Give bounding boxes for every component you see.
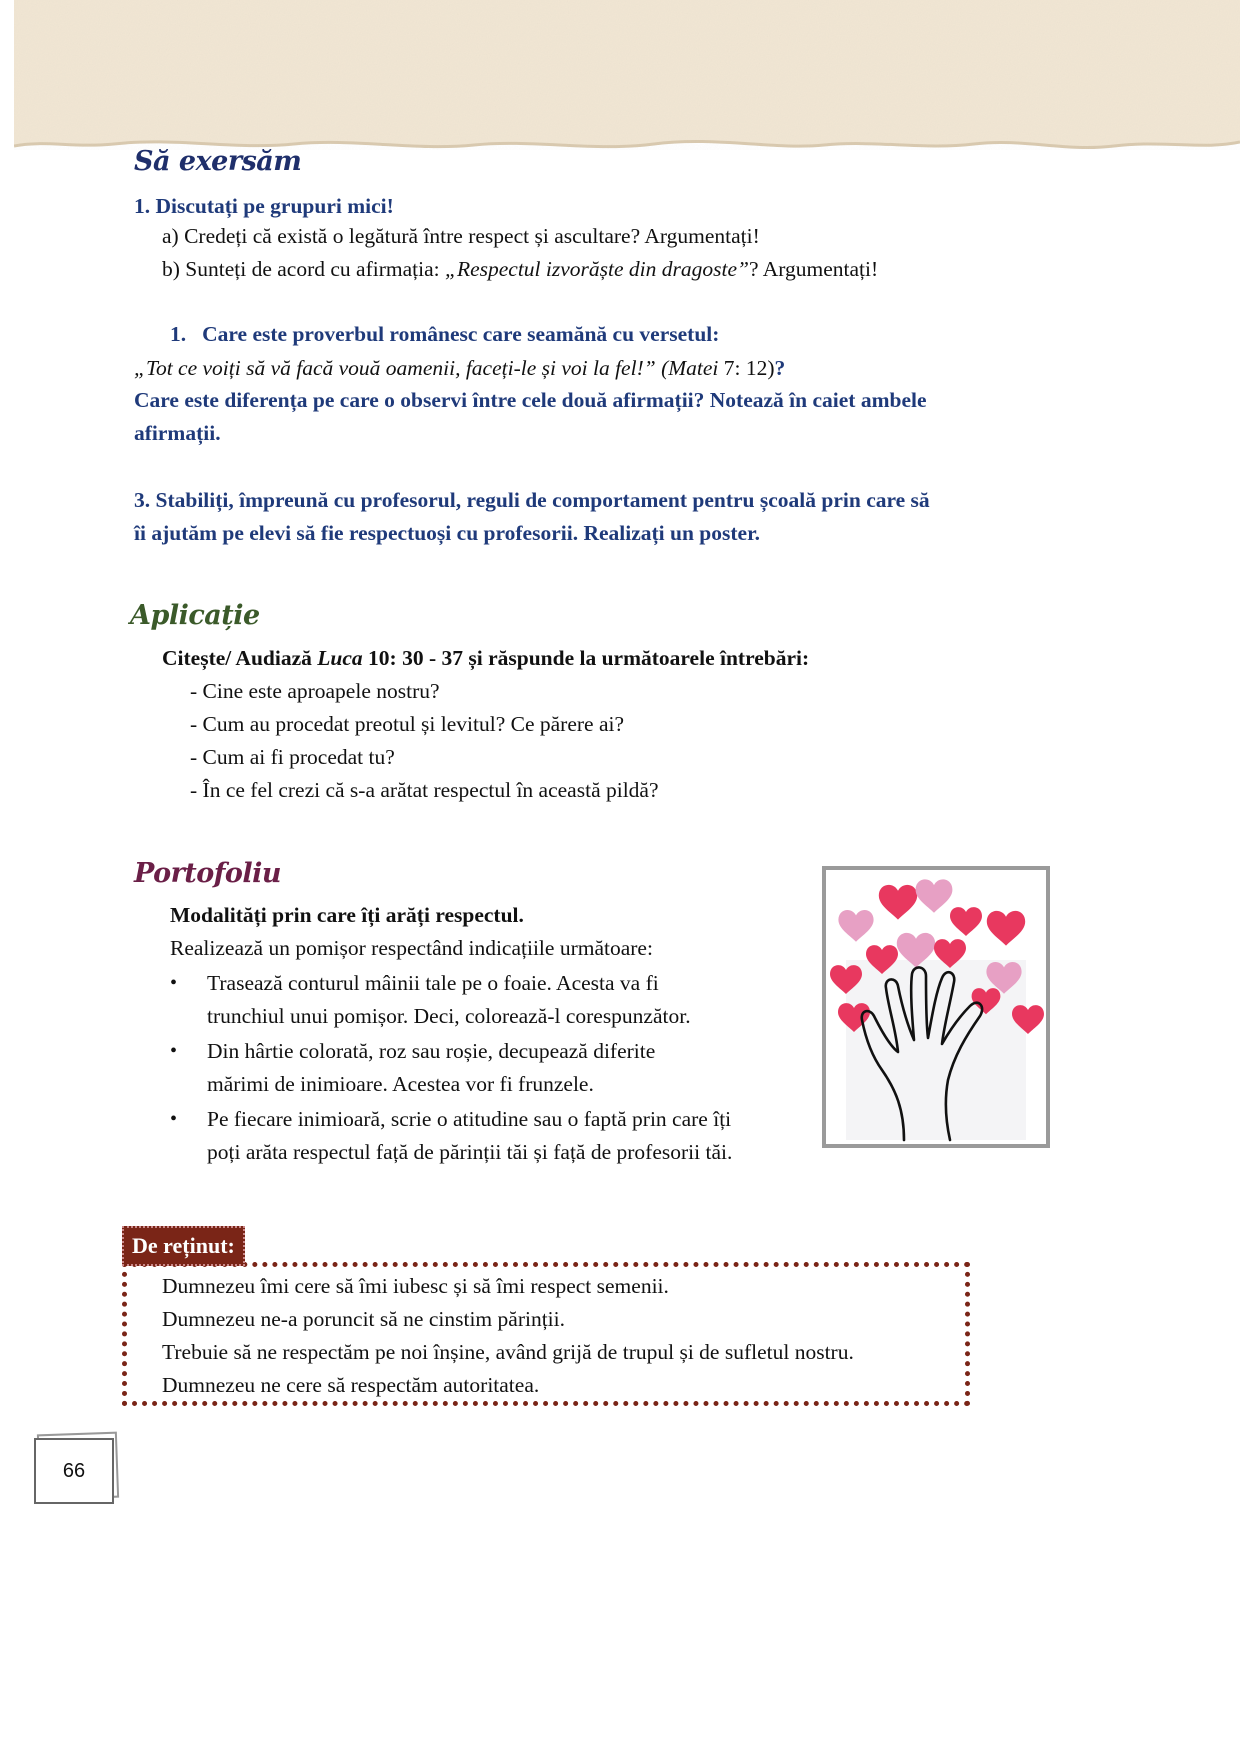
remember-line-2: Dumnezeu ne-a poruncit să ne cinstim părinții. xyxy=(162,1307,565,1331)
remember-line-4: Dumnezeu ne cere să respectăm autoritatea. xyxy=(162,1373,540,1397)
hand-hearts-illustration xyxy=(822,866,1050,1148)
section-heading-portfolio: Portofoliu xyxy=(134,858,282,889)
portfolio-intro: Realizează un pomișor respectând indicațiile următoare: xyxy=(170,936,653,960)
application-intro-post: 10: 30 - 37 și răspunde la următoarele întrebări: xyxy=(362,646,810,670)
section-heading-exercise: Să exersăm xyxy=(134,146,302,177)
exercise-q1-a: a) Credeți că există o legătură între respect și ascultare? Argumentați! xyxy=(162,224,760,248)
exercise-q2-qmark: ? xyxy=(774,356,786,380)
application-question-2: - Cum au procedat preotul și levitul? Ce părere ai? xyxy=(190,712,625,736)
portfolio-bullet-3-line-1: Pe fiecare inimioară, scrie o atitudine sau o faptă prin care îți xyxy=(207,1107,732,1131)
portfolio-bullet-2 xyxy=(170,1035,810,1101)
page-number: 66 xyxy=(34,1438,114,1504)
bullet-icon: • xyxy=(170,1040,178,1062)
application-intro xyxy=(162,642,809,675)
bullet-icon: • xyxy=(170,1108,178,1130)
portfolio-bullet-2-line-1: Din hârtie colorată, roz sau roșie, decupează diferite xyxy=(207,1039,656,1063)
exercise-q3-line1: 3. Stabiliți, împreună cu profesorul, reguli de comportament pentru școală prin care să xyxy=(134,488,930,512)
exercise-q2-quote-line xyxy=(134,352,785,385)
remember-line-3: Trebuie să ne respectăm pe noi înșine, având grijă de trupul și de sufletul nostru. xyxy=(162,1340,854,1364)
portfolio-bullet-list xyxy=(170,967,810,1169)
exercise-q3-line2: îi ajutăm pe elevi să fie respectuoși cu profesorii. Realizați un poster. xyxy=(134,521,761,545)
exercise-q2-ref-book: (Matei xyxy=(661,356,719,380)
application-intro-book: Luca xyxy=(317,646,363,670)
portfolio-bullet-3-line-2: poți arăta respectul față de părinții tăi și față de profesorii tăi. xyxy=(207,1140,733,1164)
exercise-q2-quote: „Tot ce voiți să vă facă vouă oamenii, faceți-le și voi la fel!” xyxy=(134,356,656,380)
application-question-4: - În ce fel crezi că s-a arătat respectul în această pildă? xyxy=(190,778,659,802)
exercise-q2-line4: afirmații. xyxy=(134,421,221,445)
hand-with-hearts-icon xyxy=(826,870,1046,1144)
section-heading-application: Aplicație xyxy=(130,600,260,631)
application-intro-pre: Citește/ Audiază xyxy=(162,646,318,670)
portfolio-subtitle: Modalități prin care îți arăți respectul. xyxy=(170,903,524,927)
exercise-q2-number: 1. xyxy=(170,322,187,346)
portfolio-bullet-1-line-1: Trasează conturul mâinii tale pe o foaie. Acesta va fi xyxy=(207,971,659,995)
exercise-q1-title: 1. Discutați pe grupuri mici! xyxy=(134,194,394,218)
remember-label: De reținut: xyxy=(122,1226,245,1266)
exercise-q2-title: Care este proverbul românesc care seamănă cu versetul: xyxy=(202,322,720,346)
portfolio-bullet-1 xyxy=(170,967,810,1033)
exercise-q1-b-pre: b) Sunteți de acord cu afirmația: xyxy=(162,257,445,281)
portfolio-bullet-1-line-2: trunchiul unui pomișor. Deci, colorează-l corespunzător. xyxy=(207,1004,691,1028)
exercise-q2-line3: Care este diferența pe care o observi între cele două afirmații? Notează în caiet ambele xyxy=(134,388,927,412)
exercise-q2-ref-num: 7: 12) xyxy=(718,356,775,380)
exercise-q2-title-line xyxy=(170,318,719,351)
portfolio-bullet-3 xyxy=(170,1103,810,1169)
remember-line-1: Dumnezeu îmi cere să îmi iubesc și să îmi respect semenii. xyxy=(162,1274,669,1298)
exercise-q1-b-quote: „Respectul izvorăște din dragoste” xyxy=(444,257,749,281)
torn-paper-header xyxy=(14,0,1240,150)
application-question-1: - Cine este aproapele nostru? xyxy=(190,679,440,703)
portfolio-bullet-2-line-2: mărimi de inimioare. Acestea vor fi frunzele. xyxy=(207,1072,594,1096)
application-question-3: - Cum ai fi procedat tu? xyxy=(190,745,395,769)
bullet-icon: • xyxy=(170,972,178,994)
exercise-q1-b xyxy=(162,253,878,286)
exercise-q1-b-post: ? Argumentați! xyxy=(748,257,879,281)
